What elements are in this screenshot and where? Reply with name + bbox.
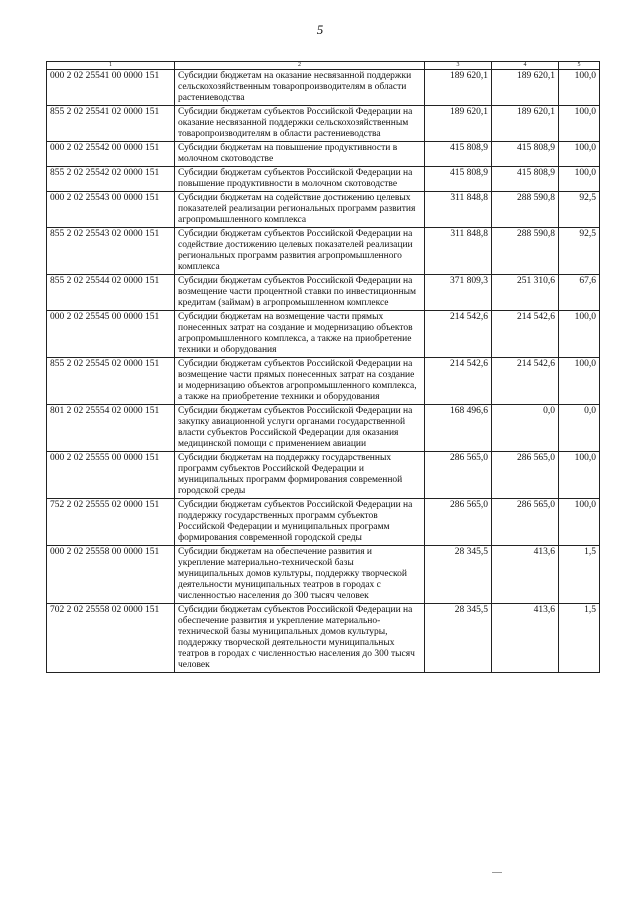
table-row: [47, 452, 600, 499]
budget-code-cell: 000 2 02 25542 00 0000 151: [47, 142, 175, 167]
plan-amount-cell: 189 620,1: [425, 106, 492, 142]
description-cell: Субсидии бюджетам субъектов Российской Федерации на обеспечение развития и укрепление материально-технической базы муниципальных домов культуры, поддержку творческой деятельности муниципальных театров в городах с численностью населения до 300 тысяч человек: [175, 604, 425, 673]
plan-amount-cell: 214 542,6: [425, 358, 492, 405]
execution-percent-cell: 1,5: [559, 546, 600, 604]
table-row: [47, 405, 600, 452]
execution-percent-cell: 0,0: [559, 405, 600, 452]
budget-code-cell: 000 2 02 25541 00 0000 151: [47, 70, 175, 106]
execution-percent-cell: 92,5: [559, 228, 600, 275]
description-cell: Субсидии бюджетам на возмещение части прямых понесенных затрат на создание и модернизацию объектов агропромышленного комплекса, а также на приобретение техники и оборудования: [175, 311, 425, 358]
table-row: [47, 358, 600, 405]
actual-amount-cell: 214 542,6: [492, 311, 559, 358]
plan-amount-cell: 28 345,5: [425, 604, 492, 673]
actual-amount-cell: 189 620,1: [492, 70, 559, 106]
table-row: [47, 499, 600, 546]
actual-amount-cell: 214 542,6: [492, 358, 559, 405]
column-header: 3: [425, 62, 492, 70]
page-number: 5: [316, 22, 324, 37]
execution-percent-cell: 100,0: [559, 358, 600, 405]
description-cell: Субсидии бюджетам субъектов Российской Федерации на возмещение части процентной ставки по инвестиционным кредитам (займам) в агропромышленном комплексе: [175, 275, 425, 311]
table-row: [47, 142, 600, 167]
plan-amount-cell: 415 808,9: [425, 167, 492, 192]
table-row: [47, 311, 600, 358]
budget-code-cell: 855 2 02 25545 02 0000 151: [47, 358, 175, 405]
budget-code-cell: 855 2 02 25542 02 0000 151: [47, 167, 175, 192]
execution-percent-cell: 1,5: [559, 604, 600, 673]
description-cell: Субсидии бюджетам субъектов Российской Федерации на содействие достижению целевых показателей реализации региональных программ развития агропромышленного комплекса: [175, 228, 425, 275]
description-cell: Субсидии бюджетам субъектов Российской Федерации на оказание несвязанной поддержки сельскохозяйственным товаропроизводителям в области растениеводства: [175, 106, 425, 142]
description-cell: Субсидии бюджетам на повышение продуктивности в молочном скотоводстве: [175, 142, 425, 167]
plan-amount-cell: 311 848,8: [425, 192, 492, 228]
table-row: [47, 604, 600, 673]
actual-amount-cell: 0,0: [492, 405, 559, 452]
description-cell: Субсидии бюджетам на поддержку государственных программ субъектов Российской Федерации и муниципальных программ формирования современной городской среды: [175, 452, 425, 499]
description-cell: Субсидии бюджетам субъектов Российской Федерации на повышение продуктивности в молочном скотоводстве: [175, 167, 425, 192]
description-cell: Субсидии бюджетам на оказание несвязанной поддержки сельскохозяйственным товаропроизводителям в области растениеводства: [175, 70, 425, 106]
execution-percent-cell: 100,0: [559, 106, 600, 142]
column-header: 4: [492, 62, 559, 70]
plan-amount-cell: 189 620,1: [425, 70, 492, 106]
column-header: 2: [175, 62, 425, 70]
budget-code-cell: 855 2 02 25544 02 0000 151: [47, 275, 175, 311]
table-row: [47, 70, 600, 106]
actual-amount-cell: 415 808,9: [492, 167, 559, 192]
execution-percent-cell: 67,6: [559, 275, 600, 311]
description-cell: Субсидии бюджетам субъектов Российской Федерации на возмещение части прямых понесенных затрат на создание и модернизацию объектов агропромышленного комплекса, а также на приобретение техники и оборудования: [175, 358, 425, 405]
execution-percent-cell: 100,0: [559, 142, 600, 167]
description-cell: Субсидии бюджетам на содействие достижению целевых показателей реализации региональных программ развития агропромышленного комплекса: [175, 192, 425, 228]
plan-amount-cell: 286 565,0: [425, 499, 492, 546]
budget-code-cell: 000 2 02 25558 00 0000 151: [47, 546, 175, 604]
budget-code-cell: 752 2 02 25555 02 0000 151: [47, 499, 175, 546]
plan-amount-cell: 311 848,8: [425, 228, 492, 275]
actual-amount-cell: 413,6: [492, 546, 559, 604]
actual-amount-cell: 288 590,8: [492, 228, 559, 275]
budget-table: [46, 61, 600, 673]
execution-percent-cell: 100,0: [559, 311, 600, 358]
table-row: [47, 228, 600, 275]
column-header: 5: [559, 62, 600, 70]
table-row: [47, 192, 600, 228]
execution-percent-cell: 100,0: [559, 70, 600, 106]
plan-amount-cell: 371 809,3: [425, 275, 492, 311]
actual-amount-cell: 413,6: [492, 604, 559, 673]
budget-code-cell: 702 2 02 25558 02 0000 151: [47, 604, 175, 673]
actual-amount-cell: 415 808,9: [492, 142, 559, 167]
plan-amount-cell: 168 496,6: [425, 405, 492, 452]
budget-code-cell: 000 2 02 25543 00 0000 151: [47, 192, 175, 228]
budget-code-cell: 855 2 02 25541 02 0000 151: [47, 106, 175, 142]
description-cell: Субсидии бюджетам субъектов Российской Федерации на закупку авиационной услуги органами государственной власти субъектов Российской Федерации для оказания медицинской помощи с применением авиации: [175, 405, 425, 452]
table-row: [47, 106, 600, 142]
plan-amount-cell: 415 808,9: [425, 142, 492, 167]
scan-mark: [492, 872, 502, 873]
column-number-row: [47, 62, 600, 70]
table-row: [47, 546, 600, 604]
table-row: [47, 275, 600, 311]
actual-amount-cell: 286 565,0: [492, 452, 559, 499]
plan-amount-cell: 28 345,5: [425, 546, 492, 604]
execution-percent-cell: 100,0: [559, 452, 600, 499]
actual-amount-cell: 288 590,8: [492, 192, 559, 228]
budget-code-cell: 000 2 02 25555 00 0000 151: [47, 452, 175, 499]
actual-amount-cell: 189 620,1: [492, 106, 559, 142]
column-header: 1: [47, 62, 175, 70]
description-cell: Субсидии бюджетам на обеспечение развития и укрепление материально-технической базы муниципальных домов культуры, поддержку творческой деятельности муниципальных театров в городах с численностью населения до 300 тысяч человек: [175, 546, 425, 604]
budget-code-cell: 000 2 02 25545 00 0000 151: [47, 311, 175, 358]
plan-amount-cell: 286 565,0: [425, 452, 492, 499]
execution-percent-cell: 100,0: [559, 499, 600, 546]
plan-amount-cell: 214 542,6: [425, 311, 492, 358]
budget-code-cell: 855 2 02 25543 02 0000 151: [47, 228, 175, 275]
description-cell: Субсидии бюджетам субъектов Российской Федерации на поддержку государственных программ субъектов Российской Федерации и муниципальных программ формирования современной городской среды: [175, 499, 425, 546]
actual-amount-cell: 286 565,0: [492, 499, 559, 546]
budget-code-cell: 801 2 02 25554 02 0000 151: [47, 405, 175, 452]
actual-amount-cell: 251 310,6: [492, 275, 559, 311]
execution-percent-cell: 100,0: [559, 167, 600, 192]
execution-percent-cell: 92,5: [559, 192, 600, 228]
table-row: [47, 167, 600, 192]
